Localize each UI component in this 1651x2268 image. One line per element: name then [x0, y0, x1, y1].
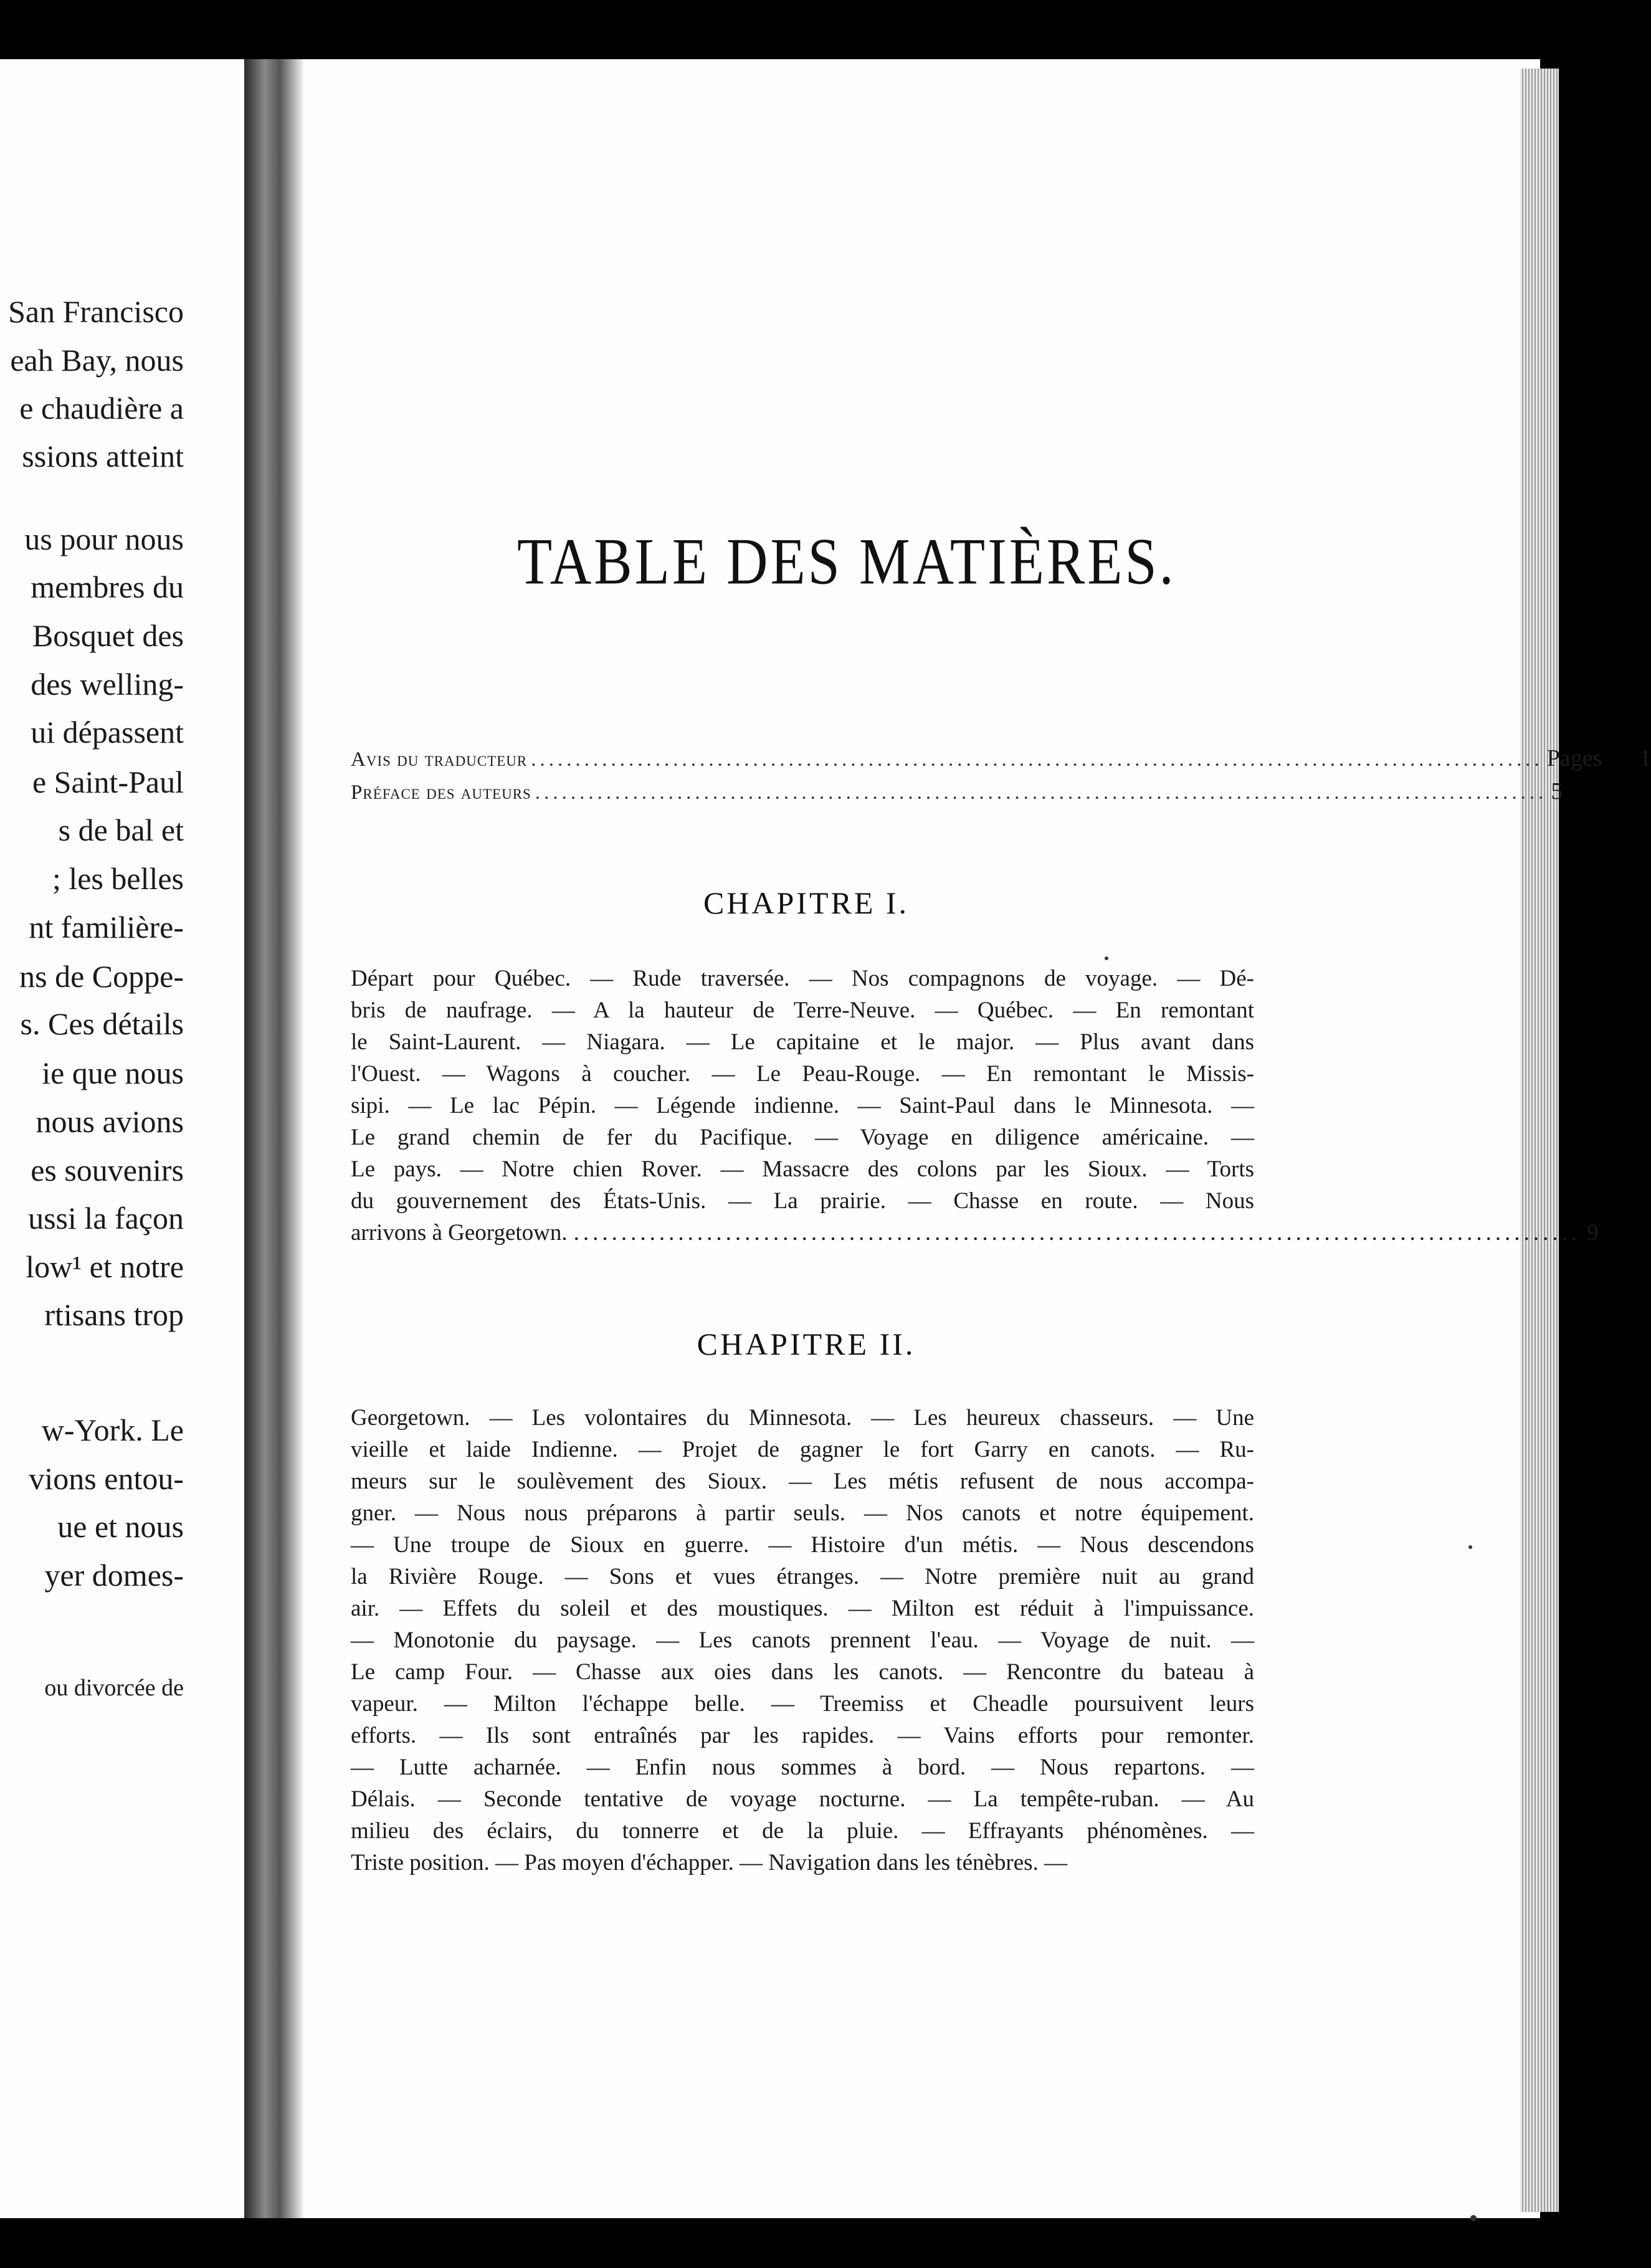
facing-page-line: es souvenirs	[31, 1153, 184, 1188]
chapter-2-summary	[351, 1402, 1254, 1879]
chapter-1-heading: CHAPITRE I.	[703, 885, 910, 920]
chapter-1-summary	[351, 963, 1599, 1249]
facing-page-line: ui dépassent	[31, 715, 184, 750]
facing-page-line: w-York. Le	[41, 1413, 184, 1447]
paper-speck	[1468, 1545, 1472, 1549]
chapter-summary-ending-text: arrivons à Georgetown.	[351, 1220, 568, 1246]
toc-page-number: 5	[1551, 778, 1563, 804]
facing-page-footnote: ou divorcée de	[44, 1675, 184, 1701]
facing-page-line: us pour nous	[24, 522, 184, 556]
facing-page-line: nous avions	[36, 1104, 184, 1139]
paper-speck	[1105, 956, 1108, 960]
facing-page-line: yer domes-	[44, 1558, 184, 1593]
chapter-summary-line: Le pays. — Notre chien Rover. — Massacre des colons par les Sioux. — Torts	[351, 1156, 1254, 1182]
facing-page-line: vions entou-	[29, 1461, 184, 1496]
facing-page-line: e Saint-Paul	[32, 765, 184, 799]
facing-page-line: ns de Coppe-	[19, 959, 184, 994]
book-gutter	[244, 59, 303, 2218]
chapter-summary-line: milieu des éclairs, du tonnerre et de la pluie. — Effrayants phénomènes. —	[351, 1818, 1254, 1844]
chapter-summary-line: efforts. — Ils sont entraînés par les rapides. — Vains efforts pour remonter.	[351, 1723, 1254, 1748]
chapter-summary-line: l'Ouest. — Wagons à coucher. — Le Peau-Rouge. — En remontant le Missis-	[351, 1061, 1254, 1087]
chapter-summary-line: Le grand chemin de fer du Pacifique. — Voyage en diligence américaine. —	[351, 1125, 1254, 1150]
facing-page-line: rtisans trop	[44, 1297, 184, 1332]
facing-page-line: nt familière-	[29, 910, 184, 945]
toc-entry-label: Avis du traducteur	[351, 748, 528, 771]
facing-page-line: membres du	[31, 569, 184, 604]
chapter-summary-ending	[351, 1217, 1599, 1249]
chapter-summary-line: — Une troupe de Sioux en guerre. — Histoire d'un métis. — Nous descendons	[351, 1532, 1254, 1558]
chapter-summary-line: Georgetown. — Les volontaires du Minnesota. — Les heureux chasseurs. — Une	[351, 1405, 1254, 1431]
page-edges	[1520, 69, 1559, 2212]
facing-page-line: ue et nous	[57, 1509, 184, 1544]
facing-page-line: s de bal et	[58, 812, 184, 847]
facing-page-line: s. Ces détails	[20, 1006, 184, 1041]
chapter-2-heading: CHAPITRE II.	[697, 1327, 916, 1361]
page-title: TABLE DES MATIÈRES.	[517, 525, 1176, 598]
toc-entry-preface	[351, 778, 1563, 806]
facing-page-line: ussi la façon	[28, 1201, 184, 1236]
chapter-summary-line: la Rivière Rouge. — Sons et vues étranges. — Notre première nuit au grand	[351, 1564, 1254, 1589]
toc-entry-label: Préface des auteurs	[351, 781, 531, 804]
toc-page-number: 9	[1587, 1220, 1599, 1246]
chapter-summary-line: du gouvernement des États-Unis. — La prairie. — Chasse en route. — Nous	[351, 1188, 1254, 1214]
chapter-summary-line: vapeur. — Milton l'échappe belle. — Treemiss et Cheadle poursuivent leurs	[351, 1691, 1254, 1717]
facing-page-line: eah Bay, nous	[10, 343, 184, 378]
facing-page-line: des welling-	[31, 667, 184, 702]
paper-speck	[1470, 2215, 1477, 2221]
toc-leader-dots: ..........................................................................................................	[573, 1220, 1581, 1246]
facing-page-line: San Francisco	[8, 294, 184, 329]
chapter-summary-line: Délais. — Seconde tentative de voyage nocturne. — La tempête-ruban. — Au	[351, 1786, 1254, 1812]
chapter-summary-line: air. — Effets du soleil et des moustiques. — Milton est réduit à l'impuissance.	[351, 1596, 1254, 1621]
chapter-summary-line: bris de naufrage. — A la hauteur de Terre-Neuve. — Québec. — En remontant	[351, 998, 1254, 1023]
toc-leader-dots: ..................................................................................................................	[535, 781, 1548, 804]
chapter-summary-line: le Saint-Laurent. — Niagara. — Le capitaine et le major. — Plus avant dans	[351, 1029, 1254, 1055]
chapter-summary-line: Triste position. — Pas moyen d'échapper. — Navigation dans les ténèbres. —	[351, 1850, 1068, 1875]
chapter-summary-line: vieille et laide Indienne. — Projet de gagner le fort Garry en canots. — Ru-	[351, 1437, 1254, 1462]
toc-pages-word: Pages	[1546, 745, 1602, 771]
facing-page-line: Bosquet des	[32, 618, 184, 653]
facing-page-line: ie que nous	[42, 1055, 184, 1090]
chapter-summary-line: sipi. — Le lac Pépin. — Légende indienne. — Saint-Paul dans le Minnesota. —	[351, 1093, 1254, 1118]
chapter-summary-line: — Lutte acharnée. — Enfin nous sommes à bord. — Nous repartons. —	[351, 1755, 1254, 1780]
chapter-summary-line: meurs sur le soulèvement des Sioux. — Les métis refusent de nous accompa-	[351, 1469, 1254, 1494]
facing-page-line: e chaudière a	[19, 391, 184, 426]
toc-page-number: 1	[1639, 745, 1651, 771]
toc-entry-avis	[351, 745, 1651, 773]
chapter-summary-line: Le camp Four. — Chasse aux oies dans les canots. — Rencontre du bateau à	[351, 1659, 1254, 1685]
facing-page-line: ; les belles	[52, 861, 184, 896]
facing-page-line: ssions atteint	[22, 439, 184, 474]
facing-page	[0, 59, 244, 2218]
chapter-summary-line: — Monotonie du paysage. — Les canots prennent l'eau. — Voyage de nuit. —	[351, 1627, 1254, 1653]
facing-page-line: low¹ et notre	[26, 1249, 184, 1284]
toc-leader-dots: ..................................................................................................................	[531, 748, 1543, 771]
chapter-summary-line: gner. — Nous nous préparons à partir seuls. — Nos canots et notre équipement.	[351, 1500, 1254, 1526]
chapter-summary-line: Départ pour Québec. — Rude traversée. — Nos compagnons de voyage. — Dé-	[351, 966, 1254, 991]
